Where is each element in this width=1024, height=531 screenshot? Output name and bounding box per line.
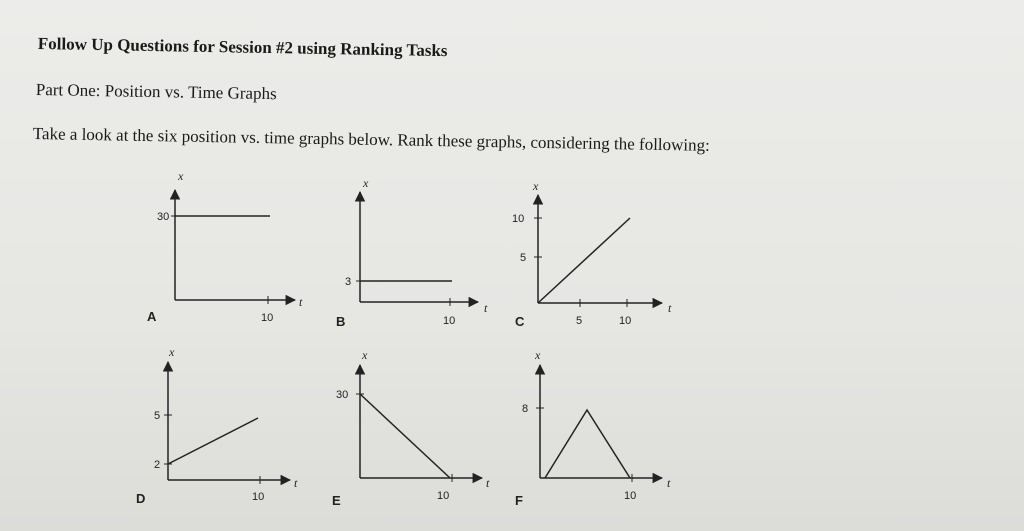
document-heading: Follow Up Questions for Session #2 using Ranking Tasks (37, 34, 448, 61)
graph-f-y-tick-label: 8 (522, 403, 529, 415)
graph-f (515, 348, 671, 508)
graph-a (147, 169, 303, 324)
graph-f-x-tick-label: 10 (624, 490, 637, 502)
graph-b-y-axis-label: x (363, 176, 369, 190)
graph-d-letter: D (136, 491, 146, 506)
graph-c-y-tick-label-5: 5 (520, 252, 527, 264)
graph-e-x-tick-label: 10 (437, 490, 450, 502)
graph-a-letter: A (147, 309, 157, 324)
graph-b-x-tick-label: 10 (443, 315, 456, 327)
graph-d-y-tick-label-5: 5 (154, 410, 161, 422)
graph-e-letter: E (332, 493, 341, 508)
graph-b (336, 176, 488, 329)
graph-c-plot-line (538, 218, 630, 303)
graph-c-letter: C (515, 314, 525, 329)
graph-c-x-axis-label: t (668, 301, 672, 315)
graph-e-y-axis-label: x (362, 348, 368, 362)
graph-e-plot-line (360, 394, 450, 478)
instruction-text: Take a look at the six position vs. time graphs below. Rank these graphs, considering the following: (32, 124, 711, 155)
graph-b-x-axis-label: t (484, 301, 488, 315)
graph-f-x-axis-label: t (667, 476, 671, 490)
graph-d-y-axis-label: x (169, 345, 175, 359)
graph-a-y-tick-label: 30 (157, 211, 170, 223)
graph-a-x-axis-label: t (299, 295, 303, 309)
graph-d (136, 345, 298, 506)
graph-d-plot-line (168, 418, 258, 464)
graph-e-y-tick-label: 30 (336, 389, 349, 401)
graph-b-letter: B (336, 314, 346, 329)
graph-c-x-tick-label-10: 10 (619, 315, 632, 327)
part-title: Part One: Position vs. Time Graphs (35, 80, 277, 104)
graph-e (332, 348, 490, 508)
graph-a-y-axis-label: x (178, 169, 184, 183)
graph-d-y-tick-label-2: 2 (154, 459, 161, 471)
graph-c-y-tick-label-10: 10 (512, 213, 525, 225)
graph-f-plot-line (545, 410, 630, 478)
graph-b-y-tick-label: 3 (345, 276, 352, 288)
graph-f-letter: F (515, 493, 523, 508)
graph-e-x-axis-label: t (486, 476, 490, 490)
graph-d-x-tick-label: 10 (252, 491, 265, 503)
graph-d-x-axis-label: t (294, 476, 298, 490)
graph-a-x-tick-label: 10 (261, 312, 274, 324)
graph-f-y-axis-label: x (535, 348, 541, 362)
graph-c-x-tick-label-5: 5 (576, 315, 583, 327)
graph-c-y-axis-label: x (533, 179, 539, 193)
graph-c (512, 179, 672, 329)
